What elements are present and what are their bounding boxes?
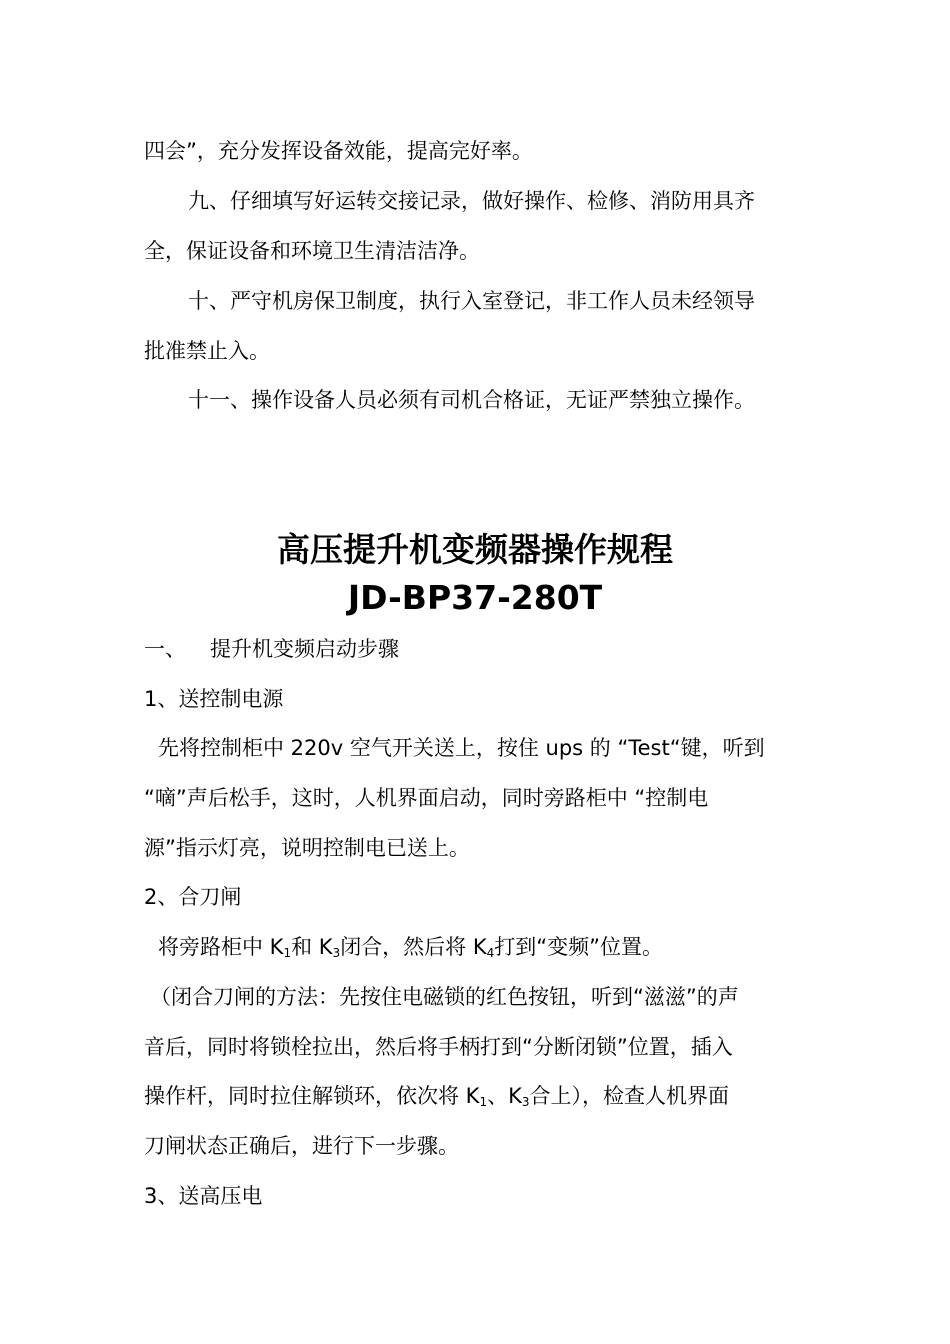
section-title: 提升机变频启动步骤 [210,637,399,661]
rules-line-1: 四会”，充分发挥设备效能，提高完好率。 [144,139,533,163]
step-2-heading: 2、合刀闸 [144,885,242,909]
step-3-heading: 3、送高压电 [144,1184,263,1208]
step-2-line-1-text-c: 闭合，然后将 K [340,935,487,959]
k3-subscript: 3 [332,946,341,960]
rule-item-10-line-1: 十、严守机房保卫制度，执行入室登记，非工作人员未经领导 [188,289,755,313]
step-2-line-4-text-b: 、K [487,1084,522,1108]
k4-subscript: 4 [486,946,495,960]
rule-item-10-line-2: 批准禁止入。 [144,339,270,363]
step-2-line-2: （闭合刀闸的方法：先按住电磁锁的红色按钮，听到“滋滋”的声 [150,985,739,1009]
step-2-line-4-text-a: 操作杆，同时拉住解锁环，依次将 K [144,1084,480,1108]
rule-item-11: 十一、操作设备人员必须有司机合格证，无证严禁独立操作。 [188,388,755,412]
k1-subscript: 1 [283,946,292,960]
step-2-line-3: 音后，同时将锁栓拉出，然后将手柄打到“分断闭锁”位置，插入 [144,1035,733,1059]
rule-item-9-line-1: 九、仔细填写好运转交接记录，做好操作、检修、消防用具齐 [188,189,755,213]
step-1-heading: 1、送控制电源 [144,687,284,711]
step-1-line-1: 先将控制柜中 220v 空气开关送上，按住 ups 的 “Test“键，听到 [158,736,765,760]
step-2-line-5: 刀闸状态正确后，进行下一步骤。 [144,1134,459,1158]
k3-subscript: 3 [521,1095,530,1109]
document-title: 高压提升机变频器操作规程 [277,530,673,569]
step-1-line-3: 源”指示灯亮，说明控制电已送上。 [144,836,470,860]
section-number: 一、 [144,637,186,661]
step-2-line-1-text-b: 和 K [291,935,333,959]
k1-subscript: 1 [479,1095,488,1109]
step-1-line-2: “嘀”声后松手，这时，人机界面启动，同时旁路柜中 “控制电 [144,786,709,810]
step-2-line-1-text-a: 将旁路柜中 K [158,935,284,959]
step-2-line-4-text-c: 合上），检查人机界面 [529,1084,730,1108]
section-heading [144,634,399,664]
document-model-number: JD-BP37-280T [347,578,603,617]
rule-item-9-line-2: 全，保证设备和环境卫生清洁洁净。 [144,239,480,263]
step-2-line-4 [144,1081,729,1111]
step-2-line-1-text-d: 打到“变频”位置。 [494,935,664,959]
step-2-line-1 [158,932,663,962]
